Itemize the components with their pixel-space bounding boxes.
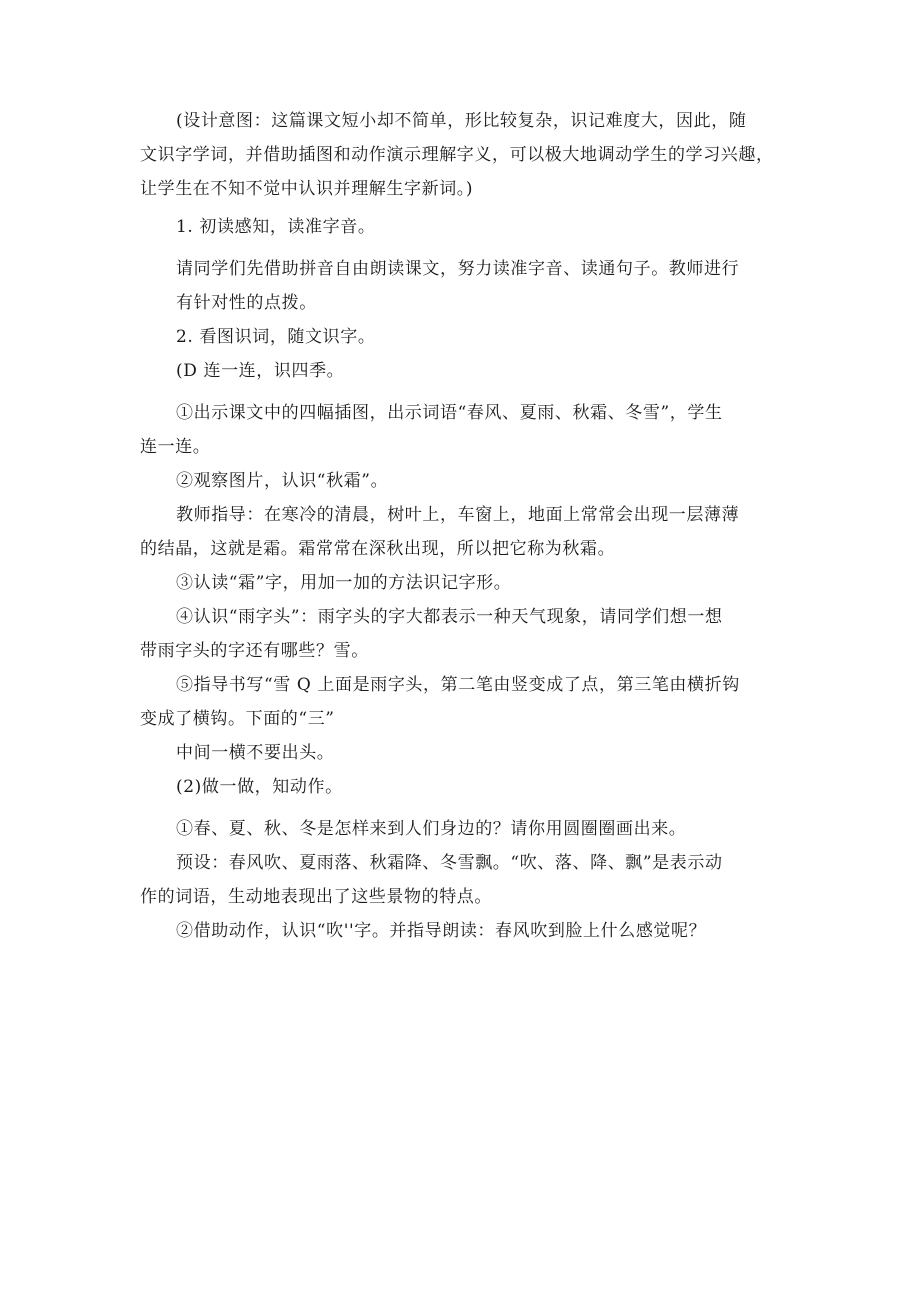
document-body <box>140 104 782 948</box>
text-line: ①出示课文中的四幅插图，出示词语“春风、夏雨、秋霜、冬雪”，学生 <box>176 403 723 423</box>
item-3-paragraph <box>140 566 782 600</box>
text-line: ⑤指导书写“雪 Q 上面是雨字头，第二笔由竖变成了点，第三笔由横折钩 <box>176 675 740 695</box>
text-line: ②借助动作，认识“吹''字。并指导朗读：春风吹到脸上什么感觉呢？ <box>176 921 707 941</box>
preset-paragraph <box>140 846 782 914</box>
text-line: ②观察图片，认识“秋霜”。 <box>176 471 389 491</box>
item-6-paragraph <box>140 812 782 846</box>
text-line: ③认读“霜”字，用加一加的方法识记字形。 <box>176 573 512 593</box>
design-intent-paragraph <box>140 104 782 206</box>
text-line: 作的词语，生动地表现出了这些景物的特点。 <box>140 887 492 907</box>
step-1-detail-paragraph <box>140 252 782 320</box>
text-line: 预设：春风吹、夏雨落、秋霜降、冬雪飘。“吹、落、降、飘”是表示动 <box>176 853 723 873</box>
item-5-continuation <box>140 736 782 770</box>
text-line: (设计意图：这篇课文短小却不简单，形比较复杂，识记难度大，因此，随 <box>176 111 747 131</box>
sub-2-heading <box>140 770 782 804</box>
sub-1-heading <box>140 354 782 388</box>
text-line: 变成了横钩。下面的“三” <box>140 709 335 729</box>
text-line: (2)做一做，知动作。 <box>176 777 343 797</box>
text-line: 连一连。 <box>140 437 211 457</box>
step-2-heading <box>140 320 782 354</box>
text-line: 2. 看图识词，随文识字。 <box>176 327 376 347</box>
teacher-guide-paragraph <box>140 498 782 566</box>
item-4-paragraph <box>140 600 782 668</box>
text-line: 带雨字头的字还有哪些？雪。 <box>140 641 369 661</box>
text-line: 请同学们先借助拼音自由朗读课文，努力读准字音、读通句子。教师进行 <box>176 259 740 279</box>
text-line: 有针对性的点拨。 <box>176 293 317 313</box>
text-line: (D 连一连，识四季。 <box>176 361 345 381</box>
text-line: 的结晶，这就是霜。霜常常在深秋出现，所以把它称为秋霜。 <box>140 539 616 559</box>
text-line: 教师指导：在寒冷的清晨，树叶上，车窗上，地面上常常会出现一层薄薄 <box>176 505 740 525</box>
text-line: ①春、夏、秋、冬是怎样来到人们身边的？请你用圆圈圈画出来。 <box>176 819 687 839</box>
text-line: 文识字学词，并借助插图和动作演示理解字义，可以极大地调动学生的学习兴趣， <box>140 145 774 165</box>
text-line: 中间一横不要出头。 <box>176 743 335 763</box>
item-7-paragraph <box>140 914 782 948</box>
text-line: 让学生在不知不觉中认识并理解生字新词。) <box>140 179 474 199</box>
step-1-heading <box>140 210 782 244</box>
text-line: ④认识“雨字头”：雨字头的字大都表示一种天气现象，请同学们想一想 <box>176 607 723 627</box>
item-2-paragraph <box>140 464 782 498</box>
item-1-paragraph <box>140 396 782 464</box>
item-5-paragraph <box>140 668 782 736</box>
text-line: 1. 初读感知，读准字音。 <box>176 217 376 237</box>
